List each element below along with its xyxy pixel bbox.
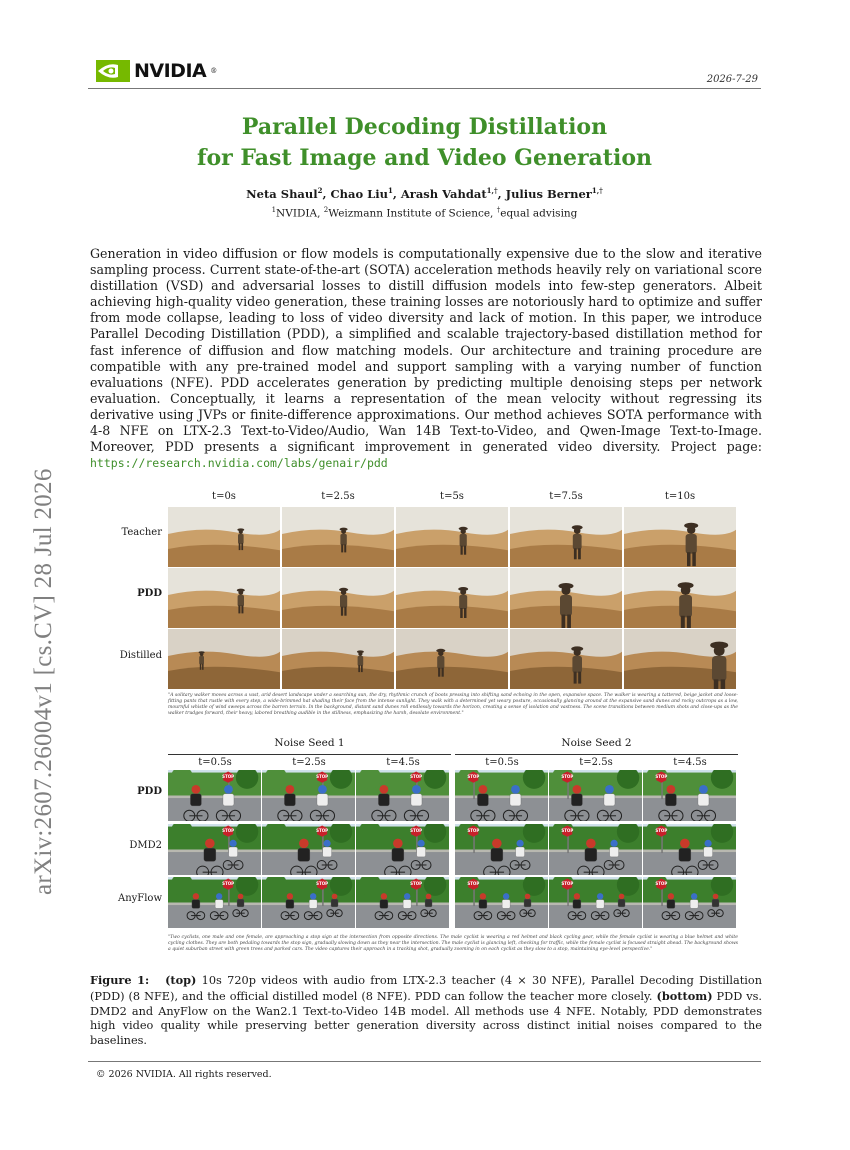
cyclist-frame bbox=[549, 770, 642, 821]
affil-sup: 1 bbox=[271, 206, 277, 214]
author-name: Julius Berner bbox=[505, 186, 592, 201]
seed-1-rule bbox=[168, 754, 451, 755]
project-label: Project page: bbox=[670, 439, 762, 455]
cyclist-frame bbox=[643, 877, 736, 928]
project-link[interactable]: https://research.nvidia.com/labs/genair/pdd bbox=[90, 456, 388, 471]
cyclist-frame bbox=[455, 877, 548, 928]
svg-text:STOP: STOP bbox=[655, 774, 668, 780]
time-label: t=2.5s bbox=[321, 491, 355, 502]
desert-frame bbox=[624, 629, 736, 689]
caption-text-2: PDD vs. DMD2 and AnyFlow on the Wan2.1 Text-to-Video 14B model. All methods use 4 NFE. Notably, PDD demonstrates high video quality while preserving better generation diversity across distinct initial noises compared to the baselines. bbox=[90, 989, 763, 1048]
svg-text:STOP: STOP bbox=[316, 881, 329, 887]
row-label-dmd2: DMD2 bbox=[129, 840, 162, 851]
row-label-teacher: Teacher bbox=[121, 527, 162, 538]
seed-2-heading: Noise Seed 2 bbox=[561, 737, 632, 749]
nvidia-eye-icon bbox=[96, 60, 130, 82]
nvidia-logo bbox=[96, 60, 217, 82]
time-label: t=10s bbox=[664, 491, 696, 502]
caption-bottom-tag: (bottom) bbox=[656, 988, 713, 1003]
desert-frame bbox=[168, 629, 280, 689]
svg-text:STOP: STOP bbox=[222, 774, 235, 780]
svg-text:STOP: STOP bbox=[467, 881, 480, 887]
time-label: t=0.5s bbox=[198, 757, 232, 768]
desert-frame bbox=[282, 629, 394, 689]
abstract-text: Generation in video diffusion or flow models is computationally expensive due to the slow and iterative sampling process. Current state-of-the-art (SOTA) acceleration methods heavily rely on variational score distillation (VSD) and adversarial losses to distill diffusion models into few-step generators. Albeit achieving high-quality video generation, these training losses are notoriously hard to optimize and suffer from mode collapse, leading to loss of video diversity and lack of motion. In this paper, we introduce Parallel Decoding Distillation (PDD), a simplified and scalable trajectory-based distillation method for fast inference of diffusion and flow matching models. Our architecture and training procedure are compatible with any pre-trained model and support sampling with a varying number of function evaluations (NFE). PDD accelerates generation by predicting multiple denoising steps per network evaluation. Conceptually, it learns a representation of the mean velocity without regressing its derivative using JVPs or finite-difference approximations. Our method achieves SOTA performance with 4-8 NFE on LTX-2.3 Text-to-Video/Audio, Wan 14B Text-to-Video, and Qwen-Image Text-to-Image. Moreover, PDD presents a significant improvement in generated video diversity. bbox=[90, 246, 763, 455]
svg-text:STOP: STOP bbox=[316, 828, 329, 834]
cyclist-frame bbox=[262, 877, 355, 928]
time-label: t=4.5s bbox=[673, 757, 707, 768]
desert-frame bbox=[168, 568, 280, 628]
affil-note: equal advising bbox=[500, 207, 578, 220]
affil-sup: † bbox=[496, 206, 501, 214]
author-name: Arash Vahdat bbox=[400, 186, 487, 201]
time-label: t=7.5s bbox=[549, 491, 583, 502]
desert-frame bbox=[396, 629, 508, 689]
affiliations bbox=[88, 206, 761, 220]
abstract bbox=[90, 246, 762, 471]
cyclist-frame bbox=[356, 877, 449, 928]
header-rule bbox=[88, 88, 761, 89]
desert-frame bbox=[510, 568, 622, 628]
author-name: Chao Liu bbox=[330, 186, 388, 201]
header-date: 2026-7-29 bbox=[706, 74, 758, 85]
caption-text-1: 10s 720p videos with audio from LTX-2.3 teacher (4 × 30 NFE), Parallel Decoding Distillation (PDD) (8 NFE), and the official distilled model (8 NFE). PDD can follow the teacher more closely. bbox=[90, 974, 762, 1003]
cyclist-frame bbox=[549, 824, 642, 875]
desert-frame bbox=[168, 507, 280, 567]
cyclist-frame bbox=[455, 824, 548, 875]
time-label: t=0s bbox=[212, 491, 236, 502]
cyclist-frame bbox=[356, 824, 449, 875]
affil-sup: 2 bbox=[323, 206, 329, 214]
svg-text:STOP: STOP bbox=[410, 828, 423, 834]
row-label-distilled: Distilled bbox=[119, 650, 162, 661]
cyclist-frame bbox=[262, 824, 355, 875]
caption-top-tag: (top) bbox=[165, 973, 197, 987]
svg-text:STOP: STOP bbox=[222, 881, 235, 887]
desert-frame bbox=[282, 568, 394, 628]
figure-top bbox=[0, 0, 850, 1]
author-sup: 2 bbox=[317, 186, 323, 195]
svg-text:STOP: STOP bbox=[467, 828, 480, 834]
desert-frame bbox=[282, 507, 394, 567]
paper-title bbox=[88, 112, 761, 174]
cyclist-frame bbox=[168, 770, 261, 821]
title-line-1: Parallel Decoding Distillation bbox=[241, 114, 608, 140]
row-label-pdd-bottom: PDD bbox=[137, 786, 162, 797]
desert-frame bbox=[510, 629, 622, 689]
figure-label: Figure 1: bbox=[90, 973, 150, 987]
svg-text:STOP: STOP bbox=[410, 881, 423, 887]
time-label: t=4.5s bbox=[386, 757, 420, 768]
time-label: t=5s bbox=[440, 491, 464, 502]
time-label: t=2.5s bbox=[579, 757, 613, 768]
figure-caption bbox=[90, 973, 762, 1049]
svg-text:STOP: STOP bbox=[410, 774, 423, 780]
desert-frame bbox=[396, 568, 508, 628]
svg-text:STOP: STOP bbox=[561, 774, 574, 780]
seed-1-heading: Noise Seed 1 bbox=[274, 737, 345, 749]
cyclist-frame bbox=[455, 770, 548, 821]
author-sup: 1,† bbox=[486, 186, 498, 195]
svg-text:STOP: STOP bbox=[655, 828, 668, 834]
affil-org: NVIDIA, bbox=[276, 207, 324, 220]
svg-text:STOP: STOP bbox=[316, 774, 329, 780]
svg-text:STOP: STOP bbox=[222, 828, 235, 834]
author-sup: 1,† bbox=[591, 186, 603, 195]
svg-text:STOP: STOP bbox=[467, 774, 480, 780]
cyclist-frame bbox=[643, 770, 736, 821]
cyclist-frame bbox=[262, 770, 355, 821]
svg-text:STOP: STOP bbox=[655, 881, 668, 887]
cyclist-frame bbox=[356, 770, 449, 821]
svg-text:STOP: STOP bbox=[561, 881, 574, 887]
cyclist-frame bbox=[549, 877, 642, 928]
author-name: Neta Shaul bbox=[246, 186, 318, 201]
author-list: Neta Shaul$^2$, Chao Liu$^1$, Arash Vahdat$^{1,\dagger}$, Julius Berner$^{1,\dagger}$ bbox=[246, 186, 603, 201]
logo-trademark: ® bbox=[210, 67, 218, 75]
cyclist-prompt: "Two cyclists, one male and one female, are approaching a stop sign at the intersection from opposite directions. The male cyclist is wearing a red helmet and black cycling gear, while the female cyclist is wearing a blue helmet and white cycling clothes. They are both pedaling towards the stop sign, gradually slowing down as they near the intersection. The male cyclist is glancing left, checking for traffic, while the female cyclist is focused straight ahead. The background shows a quiet suburban street with green trees and parked cars. The video captures their approach in a tracking shot, gradually zooming in on each cyclist as they slow to a stop, maintaining eye-level perspective." bbox=[168, 935, 738, 952]
cyclist-frame bbox=[168, 824, 261, 875]
desert-prompt: "A solitary walker moves across a vast, arid desert landscape under a searching sun, the dry, rhythmic crunch of boots pressing into shifting sand echoing in the open, expansive space. The walker is wearing a tattered, beige jacket and loose-fitting pants that rustle with every step, a wide-brimmed hat shading their face from the intense sunlight. They walk with a determined yet weary posture, occasionally glancing around at the expansive sand dunes and rocky outcrops as a low, mournful whistle of wind sweeps across the barren terrain. In the background, distant sand dunes roll endlessly towards the horizon, creating a sense of isolation and vastness. The scene transitions between medium shots and close-ups as the walker trudges forward, their heavy, labored breathing audible in the stillness, emphasizing the harsh, desolate environment." bbox=[168, 693, 738, 716]
affil-org: Weizmann Institute of Science, bbox=[328, 207, 497, 220]
title-line-2: for Fast Image and Video Generation bbox=[197, 145, 652, 171]
desert-frame bbox=[510, 507, 622, 567]
time-label: t=0.5s bbox=[485, 757, 519, 768]
svg-text:STOP: STOP bbox=[561, 828, 574, 834]
footer-copyright: © 2026 NVIDIA. All rights reserved. bbox=[96, 1069, 272, 1080]
desert-frame bbox=[624, 507, 736, 567]
desert-frame bbox=[624, 568, 736, 628]
footer-rule bbox=[88, 1061, 761, 1062]
row-label-anyflow: AnyFlow bbox=[117, 893, 162, 904]
author-sup: 1 bbox=[387, 186, 393, 195]
cyclist-frame bbox=[643, 824, 736, 875]
cyclist-frame bbox=[168, 877, 261, 928]
seed-2-rule bbox=[455, 754, 738, 755]
desert-frame bbox=[396, 507, 508, 567]
time-label: t=2.5s bbox=[292, 757, 326, 768]
row-label-pdd: PDD bbox=[137, 588, 162, 599]
logo-text: NVIDIA bbox=[134, 60, 207, 82]
arxiv-stamp: arXiv:2607.26004v1 [cs.CV] 28 Jul 2026 bbox=[30, 468, 57, 895]
